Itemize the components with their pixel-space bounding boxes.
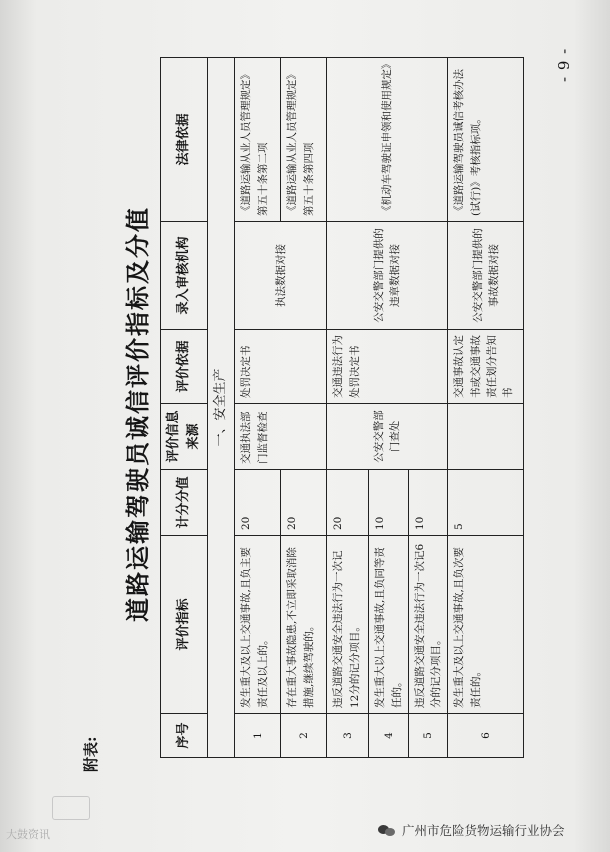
row-source bbox=[448, 404, 524, 470]
wechat-icon bbox=[378, 823, 396, 837]
watermark-logo-icon bbox=[52, 796, 90, 820]
header-basis: 评价依据 bbox=[161, 330, 208, 404]
row-law: 《道路运输驾驶员诚信考核办法(试行)》考核指标项。 bbox=[448, 58, 524, 222]
row-no: 2 bbox=[281, 714, 327, 758]
watermark-right-text: 广州市危险货物运输行业协会 bbox=[402, 823, 565, 838]
row-no: 3 bbox=[327, 714, 369, 758]
row-review: 公安交警部门提供的事故数据对接 bbox=[448, 222, 524, 330]
row-law: 《道路运输从业人员管理规定》第五十条第四项 bbox=[281, 58, 327, 222]
row-score: 10 bbox=[369, 470, 409, 536]
page-number: - 9 - bbox=[555, 47, 573, 82]
row-source: 交通执法部门监督检查 bbox=[235, 404, 327, 470]
row-indicator: 发生重大及以上交通事故,且负主要责任及以上的。 bbox=[235, 536, 281, 714]
header-no: 序号 bbox=[161, 714, 208, 758]
row-law: 《机动车驾驶证申领和使用规定》 bbox=[327, 58, 448, 222]
document-title: 道路运输驾驶员诚信评价指标及分值 bbox=[123, 206, 152, 622]
row-indicator: 违反道路交通安全违法行为一次记6分的记分项目。 bbox=[408, 536, 448, 714]
table-row bbox=[448, 58, 524, 758]
header-law: 法律依据 bbox=[161, 58, 208, 222]
row-no: 1 bbox=[235, 714, 281, 758]
row-source: 公安交警部门查处 bbox=[327, 404, 448, 470]
header-review: 录入审核机构 bbox=[161, 222, 208, 330]
row-no: 6 bbox=[448, 714, 524, 758]
header-source: 评价信息来源 bbox=[161, 404, 208, 470]
row-indicator: 发生重大及以上交通事故,且负次要责任的。 bbox=[448, 536, 524, 714]
row-review: 执法数据对接 bbox=[235, 222, 327, 330]
row-basis: 交通违法行为处罚决定书 bbox=[327, 330, 448, 404]
row-basis: 处罚决定书 bbox=[235, 330, 327, 404]
section-title: 一、安全生产 bbox=[208, 58, 235, 758]
row-score: 20 bbox=[281, 470, 327, 536]
row-basis: 交通事故认定书或交通事故责任划分告知书 bbox=[448, 330, 524, 404]
section-row bbox=[208, 58, 235, 758]
row-indicator: 违反道路交通安全违法行为一次记12分的记分项目。 bbox=[327, 536, 369, 714]
header-indicator: 评价指标 bbox=[161, 536, 208, 714]
table-row bbox=[327, 58, 369, 758]
attachment-label: 附表: bbox=[82, 736, 100, 772]
row-score: 20 bbox=[235, 470, 281, 536]
row-score: 10 bbox=[408, 470, 448, 536]
table-row bbox=[235, 58, 281, 758]
row-score: 5 bbox=[448, 470, 524, 536]
row-no: 4 bbox=[369, 714, 409, 758]
row-law: 《道路运输从业人员管理规定》第五十条第二项 bbox=[235, 58, 281, 222]
row-review: 公安交警部门提供的违章数据对接 bbox=[327, 222, 448, 330]
row-indicator: 发生重大以上交通事故,且负同等责任的。 bbox=[369, 536, 409, 714]
table-header-row bbox=[161, 58, 208, 758]
row-no: 5 bbox=[408, 714, 448, 758]
watermark-right bbox=[378, 821, 565, 839]
row-indicator: 存在重大事故隐患,不立即采取消除措施,继续驾驶的。 bbox=[281, 536, 327, 714]
row-score: 20 bbox=[327, 470, 369, 536]
watermark-left: 大鼓资讯 bbox=[6, 828, 50, 841]
evaluation-table bbox=[160, 57, 524, 758]
header-score: 计分分值 bbox=[161, 470, 208, 536]
